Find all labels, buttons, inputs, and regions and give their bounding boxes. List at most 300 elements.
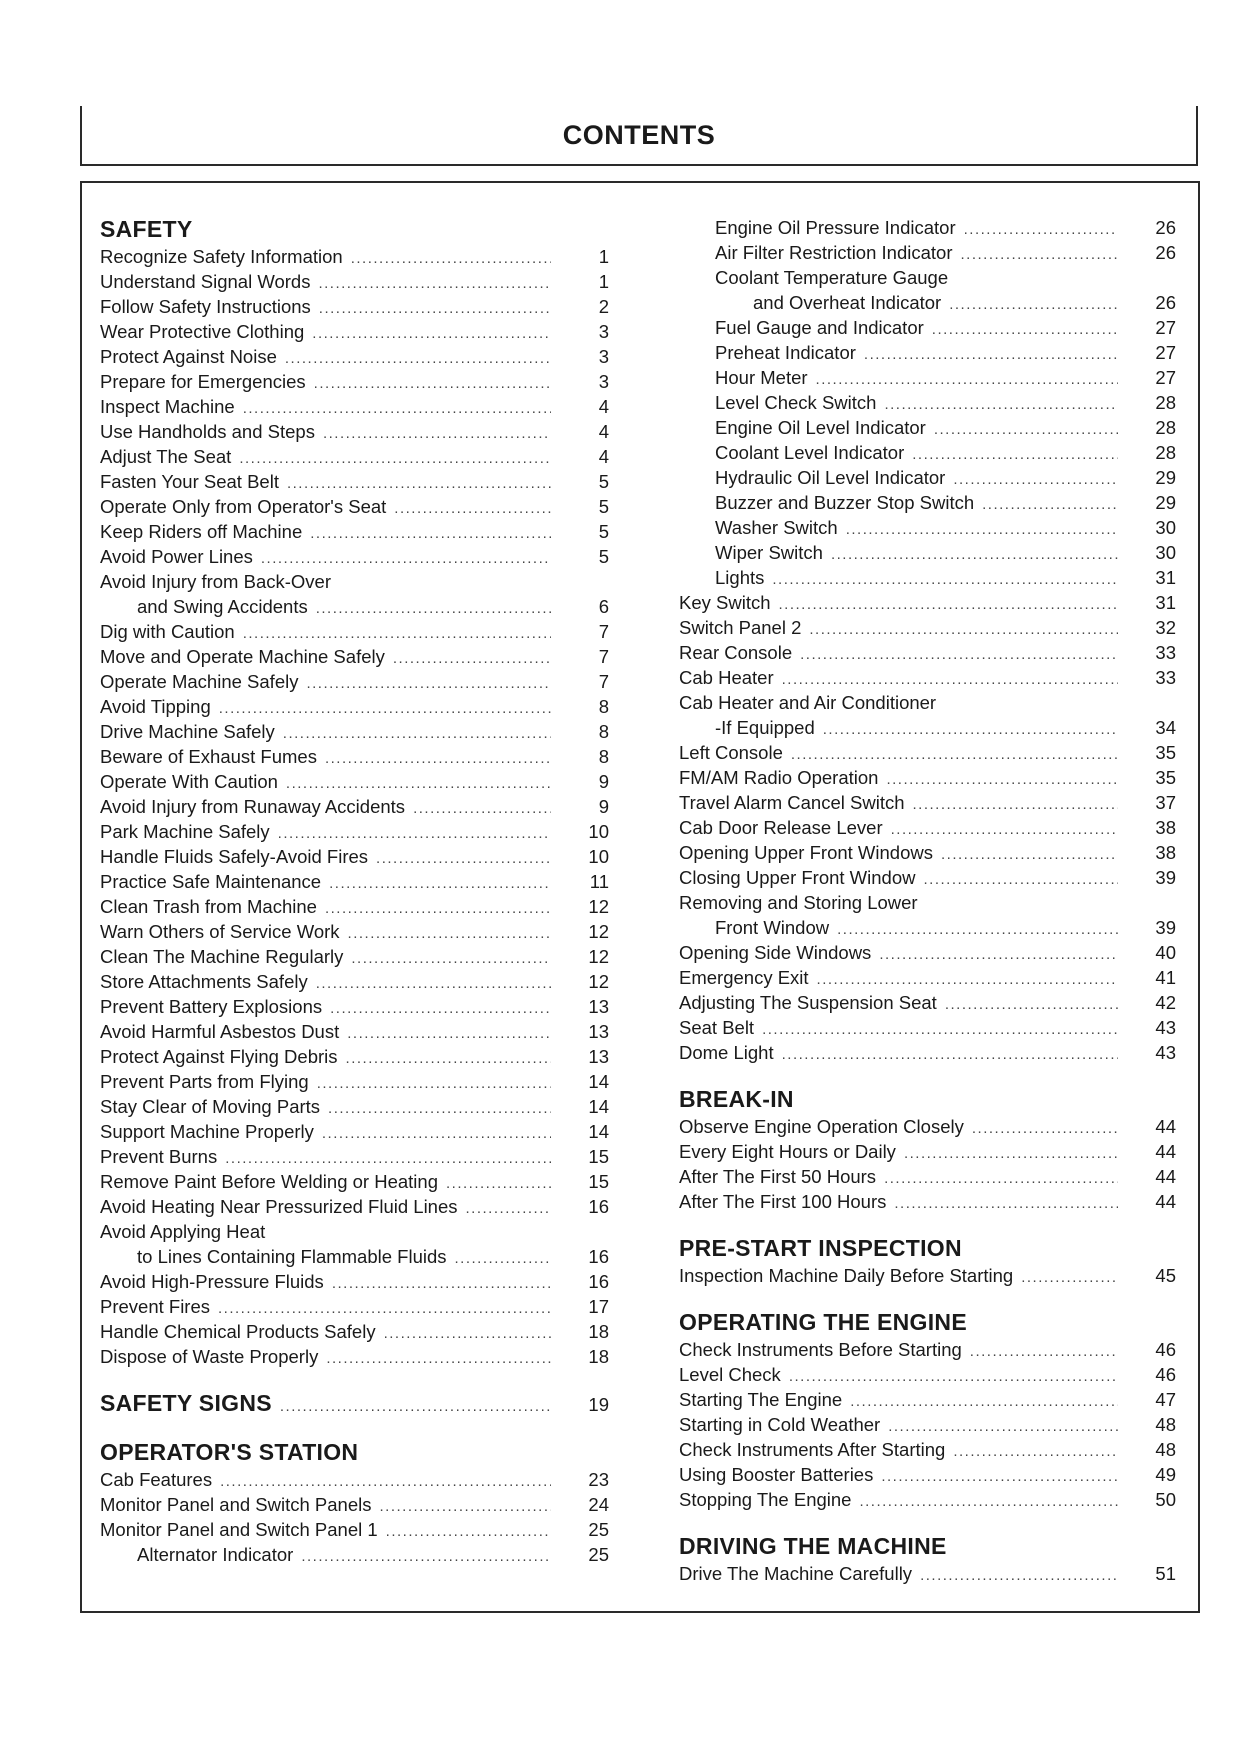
toc-entry[interactable] (100, 1194, 609, 1219)
toc-entry[interactable] (100, 594, 609, 619)
toc-entry-title: Level Check (679, 1364, 781, 1385)
toc-entry[interactable] (100, 1019, 609, 1044)
dot-leader (328, 1096, 551, 1121)
section-operator-s-station (100, 1438, 609, 1567)
dot-leader (376, 846, 551, 871)
right-column (679, 215, 1176, 1586)
page-number: 48 (1155, 1439, 1176, 1460)
toc-entry[interactable] (679, 315, 1176, 340)
toc-entry[interactable] (100, 944, 609, 969)
toc-entry-title: Buzzer and Buzzer Stop Switch (715, 492, 975, 513)
dot-leader (904, 1141, 1118, 1166)
toc-entry[interactable] (100, 919, 609, 944)
dot-leader (347, 1021, 551, 1046)
dot-leader (261, 546, 551, 571)
dot-leader (941, 842, 1118, 867)
toc-entry-title: Cab Door Release Lever (679, 817, 883, 838)
toc-entry[interactable] (679, 1263, 1176, 1288)
toc-entry[interactable] (100, 1244, 609, 1269)
toc-entry[interactable] (100, 494, 609, 519)
dot-leader (218, 1296, 551, 1321)
toc-entry-title: After The First 100 Hours (679, 1191, 887, 1212)
toc-entry[interactable] (100, 694, 609, 719)
toc-entry[interactable] (679, 965, 1176, 990)
page-number: 14 (588, 1071, 609, 1092)
toc-entry[interactable] (679, 1114, 1176, 1139)
toc-entry-title: Starting The Engine (679, 1389, 843, 1410)
dot-leader (960, 242, 1118, 267)
toc-entry-title: Fuel Gauge and Indicator (715, 317, 924, 338)
page-number: 17 (588, 1296, 609, 1317)
toc-entry[interactable] (679, 1164, 1176, 1189)
page-number: 3 (598, 346, 609, 367)
toc-entry[interactable] (100, 1094, 609, 1119)
toc-entry-title: Follow Safety Instructions (100, 296, 311, 317)
toc-entry[interactable] (100, 519, 609, 544)
toc-entry[interactable] (100, 894, 609, 919)
toc-entry-title: and Overheat Indicator (753, 292, 942, 313)
page-number: 16 (588, 1271, 609, 1292)
toc-entry-title: Engine Oil Pressure Indicator (715, 217, 956, 238)
dot-leader (809, 617, 1118, 642)
dot-leader (864, 342, 1118, 367)
toc-entry[interactable] (679, 490, 1176, 515)
toc-entry[interactable] (679, 540, 1176, 565)
toc-entry[interactable] (100, 744, 609, 769)
toc-entry[interactable] (100, 1294, 609, 1319)
toc-entry-title: Keep Riders off Machine (100, 521, 303, 542)
toc-entry-title: Avoid Heating Near Pressurized Fluid Lines (100, 1196, 458, 1217)
toc-entry-title: Operate Only from Operator's Seat (100, 496, 387, 517)
dot-leader (816, 367, 1118, 392)
toc-entry-title: -If Equipped (715, 717, 815, 738)
dot-leader (884, 392, 1118, 417)
page-number: 16 (588, 1196, 609, 1217)
toc-entry[interactable] (100, 1344, 609, 1369)
dot-leader (831, 542, 1118, 567)
dot-leader (285, 346, 551, 371)
page-number: 11 (589, 871, 609, 892)
toc-entry (679, 890, 1176, 915)
page-number: 7 (598, 646, 609, 667)
toc-entry[interactable] (679, 1387, 1176, 1412)
toc-entry-title: Coolant Level Indicator (715, 442, 905, 463)
page-number: 13 (588, 1021, 609, 1042)
toc-entry-title: Prepare for Emergencies (100, 371, 306, 392)
toc-entry-title: Park Machine Safely (100, 821, 270, 842)
toc-entry[interactable] (679, 390, 1176, 415)
dot-leader (325, 746, 551, 771)
toc-entry[interactable] (679, 565, 1176, 590)
toc-entry-title: Use Handholds and Steps (100, 421, 315, 442)
page-number: 32 (1155, 617, 1176, 638)
dot-leader (243, 396, 551, 421)
dot-leader (791, 742, 1118, 767)
dot-leader (319, 296, 551, 321)
toc-entry-title: Inspection Machine Daily Before Starting (679, 1265, 1014, 1286)
contents-frame (80, 181, 1200, 1613)
toc-entry-title: Engine Oil Level Indicator (715, 417, 926, 438)
toc-entry[interactable] (100, 1492, 609, 1517)
toc-entry[interactable] (100, 1069, 609, 1094)
page-number: 12 (588, 946, 609, 967)
page-number: 1 (598, 246, 609, 267)
dot-leader (934, 417, 1118, 442)
toc-entry[interactable] (100, 1169, 609, 1194)
toc-entry-title: Check Instruments After Starting (679, 1439, 946, 1460)
section-gap (679, 1214, 1176, 1234)
dot-leader (912, 442, 1118, 467)
toc-entry-title: Seat Belt (679, 1017, 755, 1038)
toc-entry[interactable] (679, 1362, 1176, 1387)
dot-leader (314, 371, 551, 396)
toc-entry-title: Understand Signal Words (100, 271, 311, 292)
dot-leader (782, 1042, 1118, 1067)
toc-entry[interactable] (679, 1437, 1176, 1462)
page-number: 43 (1155, 1042, 1176, 1063)
dot-leader (239, 446, 551, 471)
toc-entry[interactable] (100, 869, 609, 894)
page-number: 48 (1155, 1414, 1176, 1435)
dot-leader (351, 946, 551, 971)
left-column (100, 215, 609, 1567)
dot-leader (879, 942, 1118, 967)
toc-entry[interactable] (100, 1144, 609, 1169)
toc-entry-title: Prevent Fires (100, 1296, 211, 1317)
page-number: 14 (588, 1096, 609, 1117)
section-gap (679, 1512, 1176, 1532)
toc-entry[interactable] (100, 994, 609, 1019)
page-number: 25 (588, 1544, 609, 1565)
section-gap (100, 1418, 609, 1438)
toc-entry (679, 265, 1176, 290)
toc-entry-title: Clean The Machine Regularly (100, 946, 344, 967)
toc-entry[interactable] (100, 1119, 609, 1144)
toc-entry-title: Check Instruments Before Starting (679, 1339, 962, 1360)
section-pre-start-inspection (679, 1234, 1176, 1288)
toc-entry[interactable] (100, 669, 609, 694)
dot-leader (949, 292, 1118, 317)
toc-entry-title: Operate With Caution (100, 771, 278, 792)
toc-entry[interactable] (100, 1542, 609, 1567)
title-frame (80, 106, 1198, 166)
toc-entry[interactable] (100, 644, 609, 669)
page-number: 35 (1155, 767, 1176, 788)
page-number: 26 (1155, 242, 1176, 263)
toc-entry[interactable] (100, 469, 609, 494)
dot-leader (800, 642, 1118, 667)
toc-entry-title: Monitor Panel and Switch Panels (100, 1494, 372, 1515)
toc-entry-title: Washer Switch (715, 517, 838, 538)
toc-entry-title: Clean Trash from Machine (100, 896, 317, 917)
toc-entry[interactable] (679, 215, 1176, 240)
toc-entry-title: Inspect Machine (100, 396, 235, 417)
toc-entry-title: Handle Fluids Safely-Avoid Fires (100, 846, 369, 867)
dot-leader (318, 271, 551, 296)
toc-entry[interactable] (100, 794, 609, 819)
toc-entry[interactable] (679, 790, 1176, 815)
section-operating-the-engine (679, 1308, 1176, 1512)
page-number: 34 (1155, 717, 1176, 738)
toc-entry-title: Wear Protective Clothing (100, 321, 305, 342)
dot-leader (330, 996, 551, 1021)
toc-entry-title: Rear Console (679, 642, 793, 663)
page-number: 5 (598, 546, 609, 567)
dot-leader (455, 1246, 551, 1271)
toc-entry-title: Handle Chemical Products Safely (100, 1321, 376, 1342)
page-number: 30 (1155, 517, 1176, 538)
toc-entry[interactable] (679, 340, 1176, 365)
dot-leader (446, 1171, 551, 1196)
page-number: 18 (588, 1346, 609, 1367)
toc-entry[interactable] (679, 1561, 1176, 1586)
toc-entry[interactable] (679, 415, 1176, 440)
dot-leader (348, 921, 551, 946)
section-heading: PRE-START INSPECTION (679, 1235, 962, 1261)
dot-leader (306, 671, 551, 696)
toc-entry-title: Protect Against Noise (100, 346, 277, 367)
page-number: 8 (598, 746, 609, 767)
toc-entry-title: Front Window (715, 917, 830, 938)
dot-leader (301, 1544, 551, 1569)
page-number: 44 (1155, 1191, 1176, 1212)
dot-leader (953, 1439, 1118, 1464)
toc-entry-title: Removing and Storing Lower (679, 892, 918, 913)
toc-entry[interactable] (679, 915, 1176, 940)
page-number: 39 (1155, 867, 1176, 888)
page-number: 9 (598, 796, 609, 817)
toc-entry-title: After The First 50 Hours (679, 1166, 877, 1187)
toc-entry[interactable] (100, 444, 609, 469)
dot-leader (850, 1389, 1118, 1414)
page-number: 25 (588, 1519, 609, 1540)
toc-entry-title: Protect Against Flying Debris (100, 1046, 338, 1067)
toc-entry[interactable] (100, 769, 609, 794)
toc-entry[interactable] (679, 290, 1176, 315)
dot-leader (932, 317, 1118, 342)
toc-entry[interactable] (100, 969, 609, 994)
page-number: 28 (1155, 392, 1176, 413)
toc-entry[interactable] (100, 844, 609, 869)
dot-leader (972, 1116, 1118, 1141)
toc-entry[interactable] (679, 440, 1176, 465)
page-number: 4 (598, 446, 609, 467)
toc-entry[interactable] (679, 840, 1176, 865)
toc-entry (679, 690, 1176, 715)
toc-entry[interactable] (679, 740, 1176, 765)
toc-entry[interactable] (100, 344, 609, 369)
section-heading: SAFETY SIGNS (100, 1390, 272, 1416)
dot-leader (386, 1519, 551, 1544)
toc-entry-title: and Swing Accidents (137, 596, 308, 617)
toc-entry-title: Move and Operate Machine Safely (100, 646, 385, 667)
page-number: 7 (598, 671, 609, 692)
toc-entry[interactable] (100, 1467, 609, 1492)
section-heading-row[interactable] (100, 1389, 609, 1418)
toc-entry-title: Warn Others of Service Work (100, 921, 340, 942)
toc-entry[interactable] (100, 1517, 609, 1542)
toc-entry-title: Beware of Exhaust Fumes (100, 746, 317, 767)
dot-leader (413, 796, 551, 821)
dot-leader (323, 421, 551, 446)
page-number: 28 (1155, 442, 1176, 463)
toc-entry[interactable] (679, 940, 1176, 965)
toc-entry[interactable] (100, 619, 609, 644)
page-number: 9 (598, 771, 609, 792)
page-number: 6 (598, 596, 609, 617)
dot-leader (779, 592, 1118, 617)
toc-entry-title: Adjust The Seat (100, 446, 232, 467)
dot-leader (888, 1414, 1118, 1439)
page-number: 38 (1155, 817, 1176, 838)
toc-entry-title: Observe Engine Operation Closely (679, 1116, 964, 1137)
page-number: 19 (588, 1394, 609, 1415)
toc-entry[interactable] (679, 1139, 1176, 1164)
toc-entry[interactable] (679, 1015, 1176, 1040)
dot-leader (310, 521, 551, 546)
dot-leader (325, 896, 551, 921)
page-number: 13 (588, 996, 609, 1017)
toc-entry[interactable] (100, 1269, 609, 1294)
toc-entry-title: Cab Heater (679, 667, 774, 688)
page-number: 44 (1155, 1166, 1176, 1187)
toc-entry[interactable] (679, 1487, 1176, 1512)
toc-entry-title: Remove Paint Before Welding or Heating (100, 1171, 438, 1192)
page-number: 15 (588, 1146, 609, 1167)
toc-entry[interactable] (679, 615, 1176, 640)
page-number: 31 (1155, 592, 1176, 613)
dot-leader (329, 871, 551, 896)
page-number: 5 (598, 521, 609, 542)
toc-entry[interactable] (679, 1040, 1176, 1065)
page-number: 51 (1155, 1563, 1176, 1584)
toc-entry[interactable] (679, 465, 1176, 490)
dot-leader (280, 1392, 551, 1421)
toc-entry[interactable] (679, 1412, 1176, 1437)
toc-entry-title: Store Attachments Safely (100, 971, 308, 992)
toc-entry[interactable] (679, 515, 1176, 540)
toc-entry-title: Hour Meter (715, 367, 808, 388)
toc-entry[interactable] (679, 1462, 1176, 1487)
toc-entry[interactable] (100, 1044, 609, 1069)
dot-leader (351, 246, 551, 271)
toc-entry-title: Opening Upper Front Windows (679, 842, 933, 863)
toc-entry-title: Opening Side Windows (679, 942, 872, 963)
section-continued (679, 215, 1176, 1065)
dot-leader (286, 771, 551, 796)
toc-entry[interactable] (679, 240, 1176, 265)
toc-entry (100, 1219, 609, 1244)
page-number: 26 (1155, 292, 1176, 313)
toc-entry[interactable] (679, 1189, 1176, 1214)
section-driving-the-machine (679, 1532, 1176, 1586)
page-number: 44 (1155, 1141, 1176, 1162)
toc-entry-title: Wiper Switch (715, 542, 823, 563)
toc-entry-title: Recognize Safety Information (100, 246, 343, 267)
page-number: 30 (1155, 542, 1176, 563)
dot-leader (881, 1464, 1118, 1489)
dot-leader (913, 792, 1119, 817)
section-gap (100, 1369, 609, 1389)
toc-entry-title: Avoid Harmful Asbestos Dust (100, 1021, 340, 1042)
page-number: 16 (588, 1246, 609, 1267)
toc-entry[interactable] (679, 765, 1176, 790)
page-number: 4 (598, 396, 609, 417)
dot-leader (332, 1271, 551, 1296)
section-heading: OPERATING THE ENGINE (679, 1309, 967, 1335)
page-number: 5 (598, 496, 609, 517)
toc-entry[interactable] (679, 815, 1176, 840)
toc-entry[interactable] (679, 715, 1176, 740)
toc-entry-title: Coolant Temperature Gauge (715, 267, 949, 288)
toc-entry[interactable] (679, 865, 1176, 890)
toc-entry[interactable] (100, 369, 609, 394)
dot-leader (945, 992, 1118, 1017)
page-number: 46 (1155, 1339, 1176, 1360)
toc-entry[interactable] (100, 294, 609, 319)
toc-entry-title: Every Eight Hours or Daily (679, 1141, 896, 1162)
toc-entry-title: Avoid Tipping (100, 696, 211, 717)
toc-entry[interactable] (100, 394, 609, 419)
dot-leader (384, 1321, 551, 1346)
page-number: 10 (588, 846, 609, 867)
dot-leader (316, 971, 551, 996)
toc-entry-title: to Lines Containing Flammable Fluids (137, 1246, 447, 1267)
toc-entry-title: Avoid Applying Heat (100, 1221, 266, 1242)
toc-entry-title: Dig with Caution (100, 621, 235, 642)
toc-entry[interactable] (679, 365, 1176, 390)
dot-leader (312, 321, 551, 346)
section-heading: DRIVING THE MACHINE (679, 1533, 947, 1559)
toc-entry[interactable] (100, 1319, 609, 1344)
toc-entry-title: Emergency Exit (679, 967, 809, 988)
toc-entry[interactable] (100, 269, 609, 294)
toc-entry-title: Left Console (679, 742, 783, 763)
toc-entry-title: Fasten Your Seat Belt (100, 471, 279, 492)
dot-leader (970, 1339, 1118, 1364)
dot-leader (379, 1494, 551, 1519)
toc-entry-title: Stopping The Engine (679, 1489, 852, 1510)
toc-entry[interactable] (100, 819, 609, 844)
page-number: 28 (1155, 417, 1176, 438)
section-safety-signs (100, 1389, 609, 1418)
toc-entry (100, 569, 609, 594)
dot-leader (466, 1196, 551, 1221)
toc-entry[interactable] (679, 1337, 1176, 1362)
toc-entry-title: Avoid High-Pressure Fluids (100, 1271, 324, 1292)
toc-entry[interactable] (679, 590, 1176, 615)
toc-entry[interactable] (100, 244, 609, 269)
toc-entry[interactable] (679, 640, 1176, 665)
toc-entry-title: Cab Features (100, 1469, 213, 1490)
toc-entry[interactable] (100, 544, 609, 569)
page-number: 7 (598, 621, 609, 642)
toc-entry-title: Preheat Indicator (715, 342, 856, 363)
dot-leader (964, 217, 1118, 242)
toc-entry[interactable] (679, 665, 1176, 690)
toc-entry-title: Drive The Machine Carefully (679, 1563, 913, 1584)
section-safety (100, 215, 609, 1369)
toc-entry[interactable] (100, 319, 609, 344)
toc-entry[interactable] (100, 719, 609, 744)
page-number: 43 (1155, 1017, 1176, 1038)
page-number: 1 (598, 271, 609, 292)
dot-leader (817, 967, 1118, 992)
toc-entry[interactable] (679, 990, 1176, 1015)
page-number: 50 (1155, 1489, 1176, 1510)
toc-entry[interactable] (100, 419, 609, 444)
dot-leader (823, 717, 1118, 742)
